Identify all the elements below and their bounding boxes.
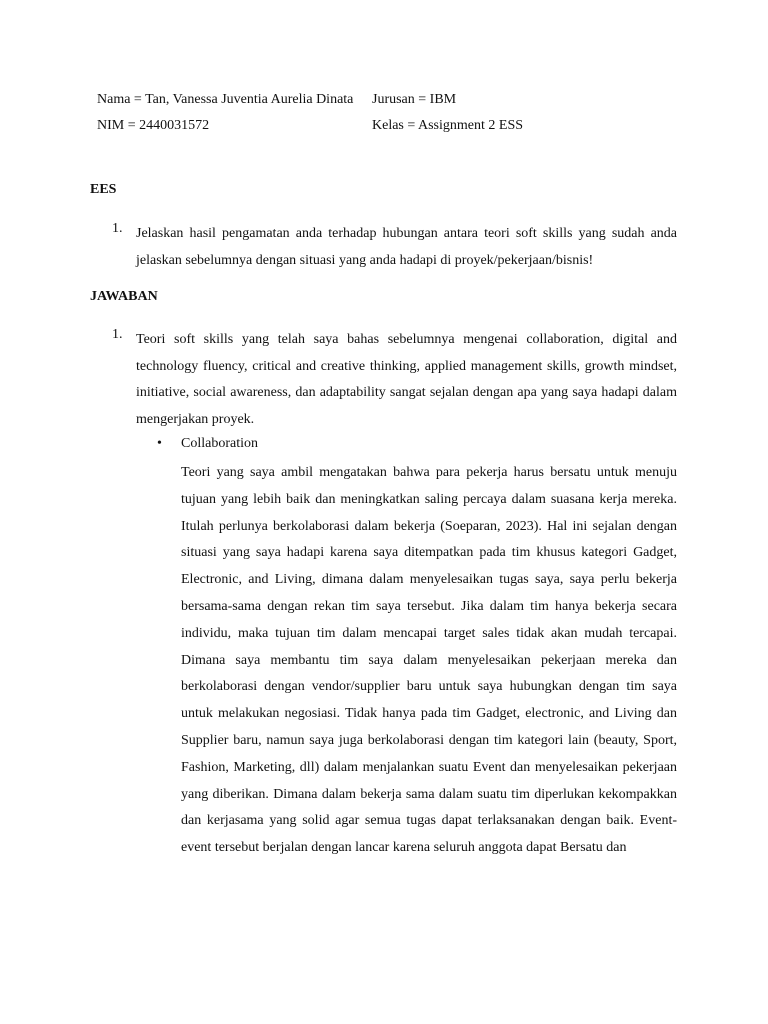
- header-row-1: [97, 92, 457, 108]
- student-class: Kelas = Assignment 2 ESS: [372, 118, 524, 133]
- student-major: Jurusan = IBM: [372, 92, 457, 107]
- answer-text: Teori soft skills yang telah saya bahas sebelumnya mengenai collaboration, digital and technology fluency, critical and creative thinking, applied management skills, growth mindset, initiative, social awareness, dan adaptability sangat sejalan dengan apa yang saya hadapi dalam mengerjakan proyek.: [136, 332, 677, 427]
- collaboration-body: Teori yang saya ambil mengatakan bahwa para pekerja harus bersatu untuk menuju tujuan yang lebih baik dan meningkatkan saling percaya dalam suasana kerja mereka. Itulah perlunya berkolaborasi dalam bekerja (Soeparan, 2023). Hal ini sejalan dengan situasi yang saya hadapi karena saya ditempatkan pada tim khusus kategori Gadget, Electronic, and Living, dimana dalam menyelesaikan tugas saya, saya perlu bekerja bersama-sama dengan rekan tim saya tersebut. Jika dalam tim hanya bekerja secara individu, maka tujuan tim dalam mencapai target sales tidak akan mudah tercapai. Dimana saya membantu tim saya dalam menyelesaikan pekerjaan mereka dan berkolaborasi dengan vendor/supplier baru untuk saya hubungkan dengan tim saya untuk melakukan negosiasi. Tidak hanya pada tim Gadget, electronic, and Living dan Supplier baru, namun saya juga berkolaborasi dengan tim kategori lain (beauty, Sport, Fashion, Marketing, dll) dalam menjalankan suatu Event dan menyelesaikan pekerjaan yang diberikan. Dimana dalam bekerja sama dalam suatu tim diperlukan kekompakkan dan kerjasama yang solid agar semua tugas dapat terlaksanakan dengan baik. Event-event tersebut berjalan dengan lancar karena seluruh anggota dapat Bersatu dan: [181, 465, 677, 856]
- question-text: Jelaskan hasil pengamatan anda terhadap hubungan antara teori soft skills yang sudah anda jelaskan sebelumnya dengan situasi yang anda hadapi di proyek/pekerjaan/bisnis!: [136, 226, 677, 268]
- bullet-title: Collaboration: [181, 436, 258, 451]
- question-number: 1.: [112, 221, 123, 236]
- answer-number: 1.: [112, 327, 123, 342]
- student-nim: NIM = 2440031572: [97, 118, 210, 133]
- student-name: Nama = Tan, Vanessa Juventia Aurelia Dinata: [97, 92, 354, 107]
- section-title-ees: EES: [90, 182, 117, 197]
- bullet-dot: •: [157, 436, 162, 451]
- section-title-answer: JAWABAN: [90, 289, 158, 304]
- header-row-2: [97, 118, 524, 134]
